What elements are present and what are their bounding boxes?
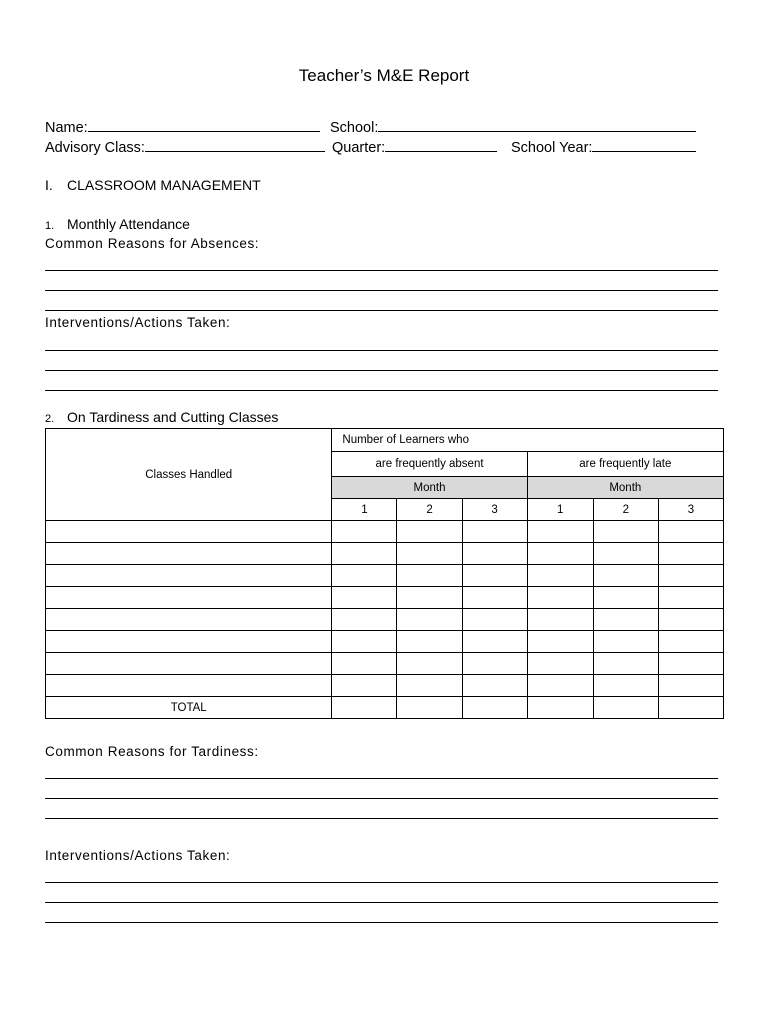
count-cell[interactable] bbox=[658, 631, 723, 653]
late-month-header: Month bbox=[527, 477, 723, 499]
subsection-heading-attendance bbox=[45, 216, 190, 232]
total-label-cell: TOTAL bbox=[46, 697, 332, 719]
school-label: School: bbox=[330, 120, 379, 136]
count-cell[interactable] bbox=[462, 587, 527, 609]
advisory-class-blank[interactable] bbox=[145, 137, 325, 152]
month-number-cell: 2 bbox=[397, 499, 462, 521]
count-cell[interactable] bbox=[332, 521, 397, 543]
table-row bbox=[46, 653, 724, 675]
count-cell[interactable] bbox=[332, 587, 397, 609]
month-number-cell: 2 bbox=[593, 499, 658, 521]
count-cell[interactable] bbox=[658, 543, 723, 565]
absent-header: are frequently absent bbox=[332, 452, 527, 477]
class-name-cell[interactable] bbox=[46, 543, 332, 565]
learners-group-header: Number of Learners who bbox=[332, 429, 724, 452]
count-cell[interactable] bbox=[462, 653, 527, 675]
class-name-cell[interactable] bbox=[46, 609, 332, 631]
absence-reasons-label: Common Reasons for Absences: bbox=[45, 236, 260, 251]
count-cell[interactable] bbox=[397, 543, 462, 565]
tardiness-reasons-line[interactable] bbox=[45, 818, 718, 819]
total-cell[interactable] bbox=[332, 697, 397, 719]
count-cell[interactable] bbox=[593, 609, 658, 631]
school-blank[interactable] bbox=[378, 117, 696, 132]
tardiness-reasons-line[interactable] bbox=[45, 778, 718, 779]
count-cell[interactable] bbox=[397, 587, 462, 609]
count-cell[interactable] bbox=[397, 609, 462, 631]
tardiness-interventions-line[interactable] bbox=[45, 882, 718, 883]
table-row bbox=[46, 587, 724, 609]
count-cell[interactable] bbox=[658, 653, 723, 675]
count-cell[interactable] bbox=[332, 675, 397, 697]
subsection-title: On Tardiness and Cutting Classes bbox=[67, 409, 279, 425]
table-row bbox=[46, 631, 724, 653]
report-title: Teacher’s M&E Report bbox=[298, 66, 470, 85]
count-cell[interactable] bbox=[462, 543, 527, 565]
month-number-cell: 1 bbox=[332, 499, 397, 521]
count-cell[interactable] bbox=[462, 609, 527, 631]
absence-interventions-line[interactable] bbox=[45, 350, 718, 351]
table-row bbox=[46, 609, 724, 631]
count-cell[interactable] bbox=[462, 521, 527, 543]
count-cell[interactable] bbox=[332, 653, 397, 675]
count-cell[interactable] bbox=[527, 543, 593, 565]
total-cell[interactable] bbox=[462, 697, 527, 719]
table-row bbox=[46, 675, 724, 697]
absence-reasons-line[interactable] bbox=[45, 270, 718, 271]
tardiness-interventions-line[interactable] bbox=[45, 902, 718, 903]
advisory-field-row bbox=[45, 137, 325, 156]
count-cell[interactable] bbox=[332, 565, 397, 587]
section-heading bbox=[45, 177, 261, 193]
total-cell[interactable] bbox=[658, 697, 723, 719]
absent-month-header: Month bbox=[332, 477, 527, 499]
school-year-label: School Year: bbox=[511, 140, 593, 156]
count-cell[interactable] bbox=[397, 675, 462, 697]
section-numeral: I. bbox=[45, 177, 53, 193]
total-cell[interactable] bbox=[397, 697, 462, 719]
count-cell[interactable] bbox=[593, 565, 658, 587]
tardiness-reasons-label: Common Reasons for Tardiness: bbox=[45, 744, 259, 759]
class-name-cell[interactable] bbox=[46, 565, 332, 587]
classes-handled-header: Classes Handled bbox=[46, 429, 332, 521]
school-field-row bbox=[330, 117, 696, 136]
count-cell[interactable] bbox=[462, 631, 527, 653]
count-cell[interactable] bbox=[397, 653, 462, 675]
count-cell[interactable] bbox=[658, 565, 723, 587]
table-row bbox=[46, 565, 724, 587]
count-cell[interactable] bbox=[397, 565, 462, 587]
tardiness-interventions-line[interactable] bbox=[45, 922, 718, 923]
class-name-cell[interactable] bbox=[46, 653, 332, 675]
count-cell[interactable] bbox=[658, 609, 723, 631]
quarter-blank[interactable] bbox=[385, 137, 497, 152]
name-blank[interactable] bbox=[88, 117, 320, 132]
total-cell[interactable] bbox=[593, 697, 658, 719]
count-cell[interactable] bbox=[527, 631, 593, 653]
count-cell[interactable] bbox=[658, 521, 723, 543]
count-cell[interactable] bbox=[593, 521, 658, 543]
subsection-number: 1. bbox=[45, 220, 55, 232]
count-cell[interactable] bbox=[593, 587, 658, 609]
count-cell[interactable] bbox=[658, 675, 723, 697]
quarter-label: Quarter: bbox=[332, 140, 386, 156]
count-cell[interactable] bbox=[332, 631, 397, 653]
count-cell[interactable] bbox=[593, 543, 658, 565]
count-cell[interactable] bbox=[462, 565, 527, 587]
month-number-cell: 3 bbox=[658, 499, 723, 521]
absence-interventions-line[interactable] bbox=[45, 370, 718, 371]
count-cell[interactable] bbox=[593, 653, 658, 675]
tardiness-table bbox=[45, 428, 724, 719]
absence-reasons-line[interactable] bbox=[45, 290, 718, 291]
total-cell[interactable] bbox=[527, 697, 593, 719]
count-cell[interactable] bbox=[332, 543, 397, 565]
late-header: are frequently late bbox=[527, 452, 723, 477]
absence-interventions-line[interactable] bbox=[45, 390, 718, 391]
class-name-cell[interactable] bbox=[46, 675, 332, 697]
section-title: CLASSROOM MANAGEMENT bbox=[67, 177, 261, 193]
tardiness-reasons-line[interactable] bbox=[45, 798, 718, 799]
subsection-number: 2. bbox=[45, 413, 55, 425]
class-name-cell[interactable] bbox=[46, 521, 332, 543]
absence-interventions-label: Interventions/Actions Taken: bbox=[45, 315, 231, 330]
count-cell[interactable] bbox=[527, 587, 593, 609]
quarter-field-row bbox=[332, 137, 497, 156]
name-field-row bbox=[45, 117, 320, 136]
table-row bbox=[46, 543, 724, 565]
count-cell[interactable] bbox=[397, 521, 462, 543]
school-year-field-row bbox=[511, 137, 696, 156]
count-cell[interactable] bbox=[658, 587, 723, 609]
table-row bbox=[46, 521, 724, 543]
name-label: Name: bbox=[45, 120, 88, 136]
count-cell[interactable] bbox=[527, 675, 593, 697]
school-year-blank[interactable] bbox=[592, 137, 696, 152]
count-cell[interactable] bbox=[527, 609, 593, 631]
count-cell[interactable] bbox=[527, 653, 593, 675]
month-number-cell: 3 bbox=[462, 499, 527, 521]
advisory-class-label: Advisory Class: bbox=[45, 140, 145, 156]
subsection-title: Monthly Attendance bbox=[67, 216, 190, 232]
count-cell[interactable] bbox=[527, 521, 593, 543]
tardiness-interventions-label: Interventions/Actions Taken: bbox=[45, 848, 231, 863]
month-number-cell: 1 bbox=[527, 499, 593, 521]
class-name-cell[interactable] bbox=[46, 587, 332, 609]
count-cell[interactable] bbox=[332, 609, 397, 631]
absence-reasons-line[interactable] bbox=[45, 310, 718, 311]
count-cell[interactable] bbox=[527, 565, 593, 587]
subsection-heading-tardiness bbox=[45, 409, 278, 425]
count-cell[interactable] bbox=[462, 675, 527, 697]
count-cell[interactable] bbox=[397, 631, 462, 653]
class-name-cell[interactable] bbox=[46, 631, 332, 653]
count-cell[interactable] bbox=[593, 675, 658, 697]
count-cell[interactable] bbox=[593, 631, 658, 653]
